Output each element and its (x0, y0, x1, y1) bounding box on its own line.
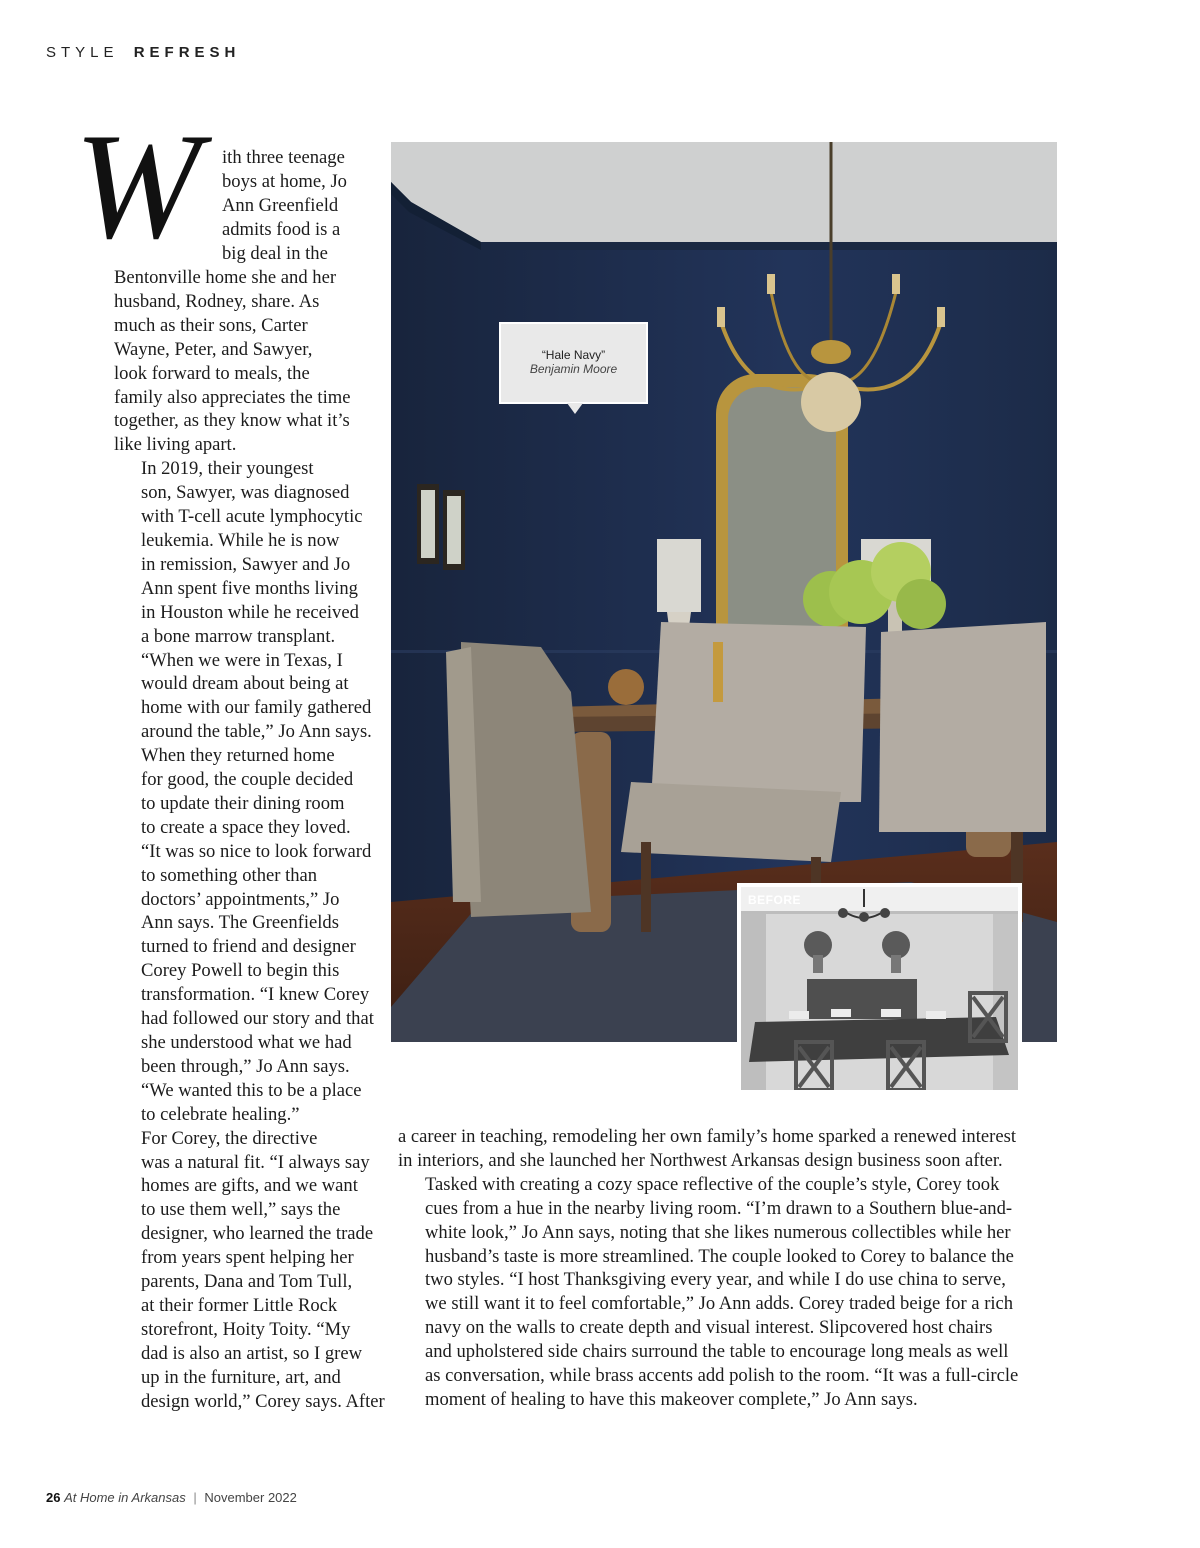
text-line: designer, who learned the trade (141, 1223, 374, 1245)
text-line: “We wanted this to be a place (141, 1079, 362, 1101)
text-line: together, as they know what it’s (114, 410, 350, 432)
text-line: boys at home, Jo (222, 170, 347, 192)
text-line: up in the furniture, art, and (141, 1366, 341, 1388)
text-line: like living apart. (114, 434, 237, 456)
section-label: STYLE (46, 44, 119, 61)
text-line: a career in teaching, remodeling her own family’s home sparked a renewed interest (398, 1126, 1016, 1147)
text-line: doctors’ appointments,” Jo (141, 888, 340, 910)
text-line: much as their sons, Carter (114, 314, 308, 336)
text-line: Wayne, Peter, and Sawyer, (114, 338, 313, 360)
text-line: design world,” Corey says. After (141, 1390, 385, 1412)
text-line: For Corey, the directive (141, 1127, 318, 1149)
text-line: been through,” Jo Ann says. (141, 1055, 350, 1077)
text-line: Corey Powell to begin this (141, 960, 340, 982)
callout-pointer (567, 403, 583, 414)
text-line: storefront, Hoity Toity. “My (141, 1318, 351, 1340)
before-label: BEFORE (748, 893, 802, 907)
magazine-name: At Home in Arkansas (64, 1490, 186, 1505)
text-line: Ann says. The Greenfields (141, 912, 339, 934)
text-line: “When we were in Texas, I (141, 649, 343, 671)
text-line: around the table,” Jo Ann says. (141, 721, 372, 743)
paint-callout (499, 322, 648, 404)
text-line: family also appreciates the time (114, 386, 351, 408)
text-line: was a natural fit. “I always say (141, 1151, 370, 1173)
text-line: Ann Greenfield (222, 194, 339, 216)
text-line: to create a space they loved. (141, 816, 351, 838)
text-line: son, Sawyer, was diagnosed (141, 482, 350, 504)
text-line: we still want it to feel comfortable,” Jo Ann adds. Corey traded beige for a rich (425, 1293, 1014, 1315)
paragraph (398, 1173, 1058, 1412)
text-line: parents, Dana and Tom Tull, (141, 1271, 353, 1293)
text-line: Bentonville home she and her (114, 267, 337, 288)
text-line: look forward to meals, the (114, 362, 310, 384)
text-line: to celebrate healing.” (141, 1103, 300, 1125)
intro-text-block (222, 146, 367, 266)
paragraph (114, 744, 374, 1127)
paragraph (114, 266, 369, 457)
text-line: she understood what we had (141, 1032, 352, 1053)
text-line: to something other than (141, 864, 318, 886)
paint-name: “Hale Navy” (541, 348, 606, 362)
text-line: transformation. “I knew Corey (141, 984, 370, 1006)
text-line: ith three teenage (222, 147, 345, 168)
footer-separator: | (193, 1490, 197, 1505)
text-line: had followed our story and that (141, 1008, 374, 1030)
drop-cap: W (74, 102, 201, 270)
text-line: Ann spent five months living (141, 577, 358, 599)
text-line: to update their dining room (141, 792, 345, 814)
before-photo (737, 883, 1022, 1094)
section-header (46, 44, 240, 61)
text-line: husband’s taste is more streamlined. The couple looked to Corey to balance the (425, 1245, 1014, 1267)
text-line: moment of healing to have this makeover complete,” Jo Ann says. (425, 1388, 918, 1410)
text-line: in Houston while he received (141, 601, 359, 623)
paint-brand: Benjamin Moore (529, 362, 618, 376)
text-line: Tasked with creating a cozy space reflective of the couple’s style, Corey took (425, 1173, 1000, 1195)
text-line: in interiors, and she launched her Northwest Arkansas design business soon after. (398, 1149, 1003, 1171)
text-line: two styles. “I host Thanksgiving every year, and while I do use china to serve, (425, 1269, 1006, 1291)
text-line: homes are gifts, and we want (141, 1175, 358, 1197)
right-column-text (398, 1125, 1058, 1412)
text-line: When they returned home (141, 745, 335, 767)
text-line: big deal in the (222, 242, 328, 264)
text-line: and upholstered side chairs surround the table to encourage long meals as well (425, 1341, 1009, 1363)
text-line: from years spent helping her (141, 1247, 354, 1269)
text-line: at their former Little Rock (141, 1294, 338, 1316)
text-line: home with our family gathered (141, 697, 372, 719)
paragraph (114, 1127, 385, 1414)
page-footer (46, 1490, 297, 1505)
text-line: leukemia. While he is now (141, 529, 340, 551)
text-line: navy on the walls to create depth and visual interest. Slipcovered host chairs (425, 1317, 993, 1339)
text-line: white look,” Jo Ann says, noting that she likes numerous collectibles while her (425, 1221, 1011, 1243)
text-line: would dream about being at (141, 673, 349, 695)
text-line: In 2019, their youngest (141, 458, 314, 480)
paragraph (114, 457, 372, 744)
text-line: admits food is a (222, 218, 341, 240)
text-line: a bone marrow transplant. (141, 625, 336, 647)
paragraph (398, 1125, 1058, 1173)
text-line: as conversation, while brass accents add polish to the room. “It was a full-circle (425, 1365, 1019, 1387)
text-line: with T-cell acute lymphocytic (141, 506, 363, 528)
left-column-text (114, 266, 385, 1414)
text-line: to use them well,” says the (141, 1199, 341, 1221)
text-line: in remission, Sawyer and Jo (141, 553, 351, 575)
section-title: REFRESH (133, 44, 241, 61)
text-line: for good, the couple decided (141, 769, 354, 791)
text-line: cues from a hue in the nearby living room. “I’m drawn to a Southern blue-and- (425, 1197, 1013, 1219)
text-line: dad is also an artist, so I grew (141, 1342, 363, 1364)
issue-date: November 2022 (204, 1490, 297, 1505)
page-number: 26 (46, 1490, 61, 1505)
text-line: husband, Rodney, share. As (114, 290, 320, 312)
text-line: turned to friend and designer (141, 936, 356, 958)
text-line: “It was so nice to look forward (141, 840, 372, 862)
